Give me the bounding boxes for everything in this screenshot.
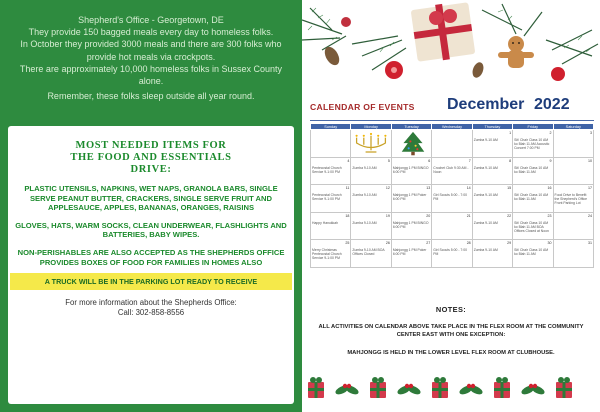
calendar-week-row (311, 157, 594, 185)
intro-line: In October they provided 3000 meals and there are 300 folks who (20, 39, 282, 50)
day-number: 19 (385, 213, 390, 218)
phone-number: Call: 302-858-8556 (117, 308, 185, 318)
calendar-week-row (311, 212, 594, 240)
day-number: 31 (588, 241, 592, 245)
calendar-day-cell (553, 157, 593, 185)
info-line: For more information about the Shepherds Office: (65, 298, 237, 308)
day-number: 14 (466, 186, 471, 190)
needed-items-card (8, 126, 294, 404)
day-events: Sit/ Chair Class 10 AM ko Blah 11 AM Acoustic Concert 7:00 PM (514, 138, 550, 151)
calendar-day-cell (311, 212, 351, 240)
holly-icon (520, 384, 546, 396)
notes-location: ALL ACTIVITIES ON CALENDAR ABOVE TAKE PLACE IN THE FLEX ROOM AT THE COMMUNITY CENTER EAST WITH ONE EXCEPTION: (318, 324, 584, 338)
day-events: Merry Christmas Pentecostal Church Service 9-1:00 PM (312, 248, 342, 261)
intro-line: They provide 150 bagged meals every day to homeless folks. (28, 27, 274, 38)
holly-icon (334, 384, 360, 396)
month-title: December (447, 96, 525, 113)
calendar-day-cell (513, 240, 553, 268)
contact-info (8, 298, 294, 318)
calendar-day-cell (391, 240, 431, 268)
holly-icon (458, 384, 484, 396)
day-number: 22 (507, 213, 512, 218)
day-events: Pentecostal Church Service 9-1:00 PM (312, 193, 342, 202)
weekday-header: Saturday (553, 124, 593, 130)
non-perishables-note: NON-PERISHABLES ARE ALSO ACCEPTED AS THE SHEPHERDS OFFICE PROVIDES BOXES OF FOOD FOR FAMILIES IN HOMES ALSO (17, 247, 285, 267)
calendar-panel (302, 0, 600, 412)
items-heading: THE FOOD AND ESSENTIALS (70, 152, 232, 163)
calendar-day-cell (311, 157, 351, 185)
day-events: Mahjongg 1 PM Poker 6:00 PM (392, 248, 427, 257)
gift-box-icon (556, 377, 572, 398)
calendar-of-events-label: CALENDAR OF EVENTS (310, 102, 415, 112)
day-events: Zumba 9-10 AM (352, 193, 377, 197)
day-number: 23 (547, 213, 552, 218)
calendar-day-cell (391, 130, 431, 158)
day-events: Girl Scouts 5:00 - 7:00 PM (433, 193, 467, 202)
calendar-day-cell (311, 240, 351, 268)
calendar-day-cell (513, 185, 553, 213)
calendar-day-cell (553, 185, 593, 213)
calendar-header (310, 96, 594, 118)
day-number: 6 (428, 158, 431, 163)
holly-icon (396, 384, 422, 396)
calendar-day-cell (351, 185, 391, 213)
weekday-header: Sunday (311, 124, 351, 130)
gift-box-icon (411, 2, 476, 62)
year-title: 2022 (534, 96, 570, 113)
intro-line: provide hot meals via crockpots. (86, 51, 216, 62)
weekday-header: Tuesday (391, 124, 431, 130)
calendar-day-cell (472, 212, 512, 240)
weekday-header: Wednesday (432, 124, 472, 130)
calendar-day-cell (311, 130, 351, 158)
calendar-day-cell (351, 240, 391, 268)
calendar-day-cell (513, 157, 553, 185)
day-number: 2 (549, 131, 552, 135)
day-number: 4 (347, 158, 350, 163)
day-number: 7 (468, 158, 471, 163)
day-events: Zumba 9-10 AM (352, 165, 377, 170)
day-number: 17 (588, 186, 592, 190)
day-events: Zumba 9-10 AM (473, 220, 498, 225)
food-items-list: PLASTIC UTENSILS, NAPKINS, WET NAPS, GRANOLA BARS, SINGLE SERVE PEANUT BUTTER, CRACKERS, SINGLE SERVE FRUIT AND APPLESAUCE, APPLES, BANANAS, ORANGES, RAISINS (24, 184, 278, 213)
day-events: Zumba 9-10 AM BOA Offices Closed (352, 248, 385, 257)
gingerbread-man-icon (498, 36, 534, 68)
day-number: 29 (507, 241, 512, 245)
day-events: Zumba 9-10 AM (473, 165, 498, 170)
calendar-day-cell (351, 212, 391, 240)
day-number: 8 (509, 158, 512, 163)
day-events: Zumba 9-10 AM (352, 220, 377, 225)
day-number: 11 (345, 186, 350, 190)
day-number: 3 (590, 131, 592, 135)
intro-line: Remember, these folks sleep outside all year round. (47, 91, 255, 102)
day-events: Zumba 9-10 AM (473, 248, 498, 252)
day-events: Mahjongg 1 PM BINGO 6:00 PM (392, 165, 429, 174)
day-number: 18 (345, 213, 350, 218)
calendar-day-cell (513, 130, 553, 158)
calendar-day-cell (472, 130, 512, 158)
day-events: Crochet Club 9:30 AM - Noon (433, 165, 469, 174)
calendar-day-cell (472, 157, 512, 185)
day-number: 15 (507, 186, 512, 190)
intro-line: alone. (138, 76, 164, 87)
day-events: Zumba 9-10 AM (473, 138, 498, 142)
day-events: Sit/ Chair Class 10 AM ko Blah 11 AM (514, 165, 549, 174)
notes-exception: MAHJONGG IS HELD IN THE LOWER LEVEL FLEX ROOM AT CLUBHOUSE. (347, 350, 555, 356)
calendar-day-cell (432, 240, 472, 268)
calendar-day-cell (391, 185, 431, 213)
day-events: Mahjongg 1 PM BINGO 6:00 PM (392, 220, 429, 229)
day-events: Mahjongg 1 PM Poker 6:00 PM (392, 193, 427, 202)
day-events: Sit/ Chair Class 10 AM ko Blah 11 AM (514, 248, 549, 257)
calendar-day-cell (311, 185, 351, 213)
calendar-day-cell (432, 130, 472, 158)
day-events: Happy Hanukkah (312, 220, 339, 225)
weekday-header: Thursday (472, 124, 512, 130)
intro-text (0, 14, 302, 102)
day-number: 5 (387, 158, 390, 163)
gift-box-icon (432, 377, 448, 398)
calendar-day-cell (513, 212, 553, 240)
gifts-and-holly-border (302, 374, 600, 402)
christmas-garland-illustration (302, 0, 600, 92)
day-events: Girl Scouts 5:00 - 7:00 PM (433, 248, 467, 257)
header-divider (310, 120, 594, 121)
day-number: 30 (547, 241, 552, 245)
calendar-day-cell (391, 157, 431, 185)
day-number: 27 (426, 241, 431, 245)
calendar-week-row (311, 130, 594, 158)
gift-box-icon (494, 377, 510, 398)
items-heading: DRIVE: (130, 164, 172, 175)
day-number: 10 (588, 158, 592, 163)
calendar-day-cell (553, 212, 593, 240)
day-events: Sit/ Chair Class 10 AM ko Blah 11 AM (514, 193, 549, 202)
day-number: 12 (385, 186, 390, 190)
christmas-tree-icon (398, 131, 428, 157)
calendar-grid (310, 123, 594, 268)
day-number: 13 (426, 186, 431, 190)
gift-box-icon (308, 377, 324, 398)
calendar-day-cell (391, 212, 431, 240)
day-events: Food Drive to Benefit the Shepherd's Office Front Parking Lot (554, 193, 587, 206)
calendar-week-row (311, 185, 594, 213)
day-events: Sit/ Chair Class 10 AM ko Blah 11 AM BOA Offices Closed at Noon (514, 220, 549, 233)
day-number: 20 (426, 213, 431, 218)
gift-box-icon (370, 377, 386, 398)
intro-line: Shepherd's Office - Georgetown, DE (78, 15, 224, 25)
day-number: 26 (385, 241, 390, 245)
weekday-header: Monday (351, 124, 391, 130)
calendar-day-cell (432, 157, 472, 185)
day-number: 21 (466, 213, 471, 218)
day-number: 1 (509, 131, 512, 135)
day-events: Pentecostal Church Service 9-1:00 PM (312, 165, 342, 174)
calendar-day-cell (432, 212, 472, 240)
calendar-day-cell (553, 240, 593, 268)
calendar-day-cell (351, 157, 391, 185)
weekday-header: Friday (513, 124, 553, 130)
truck-banner: A TRUCK WILL BE IN THE PARKING LOT READY TO RECEIVE (10, 273, 292, 290)
calendar-day-cell (472, 185, 512, 213)
calendar-day-cell (432, 185, 472, 213)
day-number: 24 (588, 213, 592, 218)
day-number: 9 (549, 158, 552, 163)
calendar-day-cell (553, 130, 593, 158)
intro-line: There are approximately 10,000 homeless folks in Sussex County (19, 63, 283, 74)
calendar-day-cell (472, 240, 512, 268)
calendar-week-row (311, 240, 594, 268)
menorah-icon (353, 132, 389, 154)
day-number: 28 (466, 241, 471, 245)
day-number: 16 (547, 186, 552, 190)
items-heading: MOST NEEDED ITEMS FOR (75, 140, 227, 151)
day-events: Zumba 9-10 AM (473, 193, 498, 197)
essentials-items-list: GLOVES, HATS, WARM SOCKS, CLEAN UNDERWEAR, FLASHLIGHTS AND BATTERIES, BABY WIPES. (15, 220, 287, 240)
day-number: 25 (345, 241, 350, 245)
calendar-day-cell (351, 130, 391, 158)
notes-title: NOTES: (435, 305, 467, 314)
